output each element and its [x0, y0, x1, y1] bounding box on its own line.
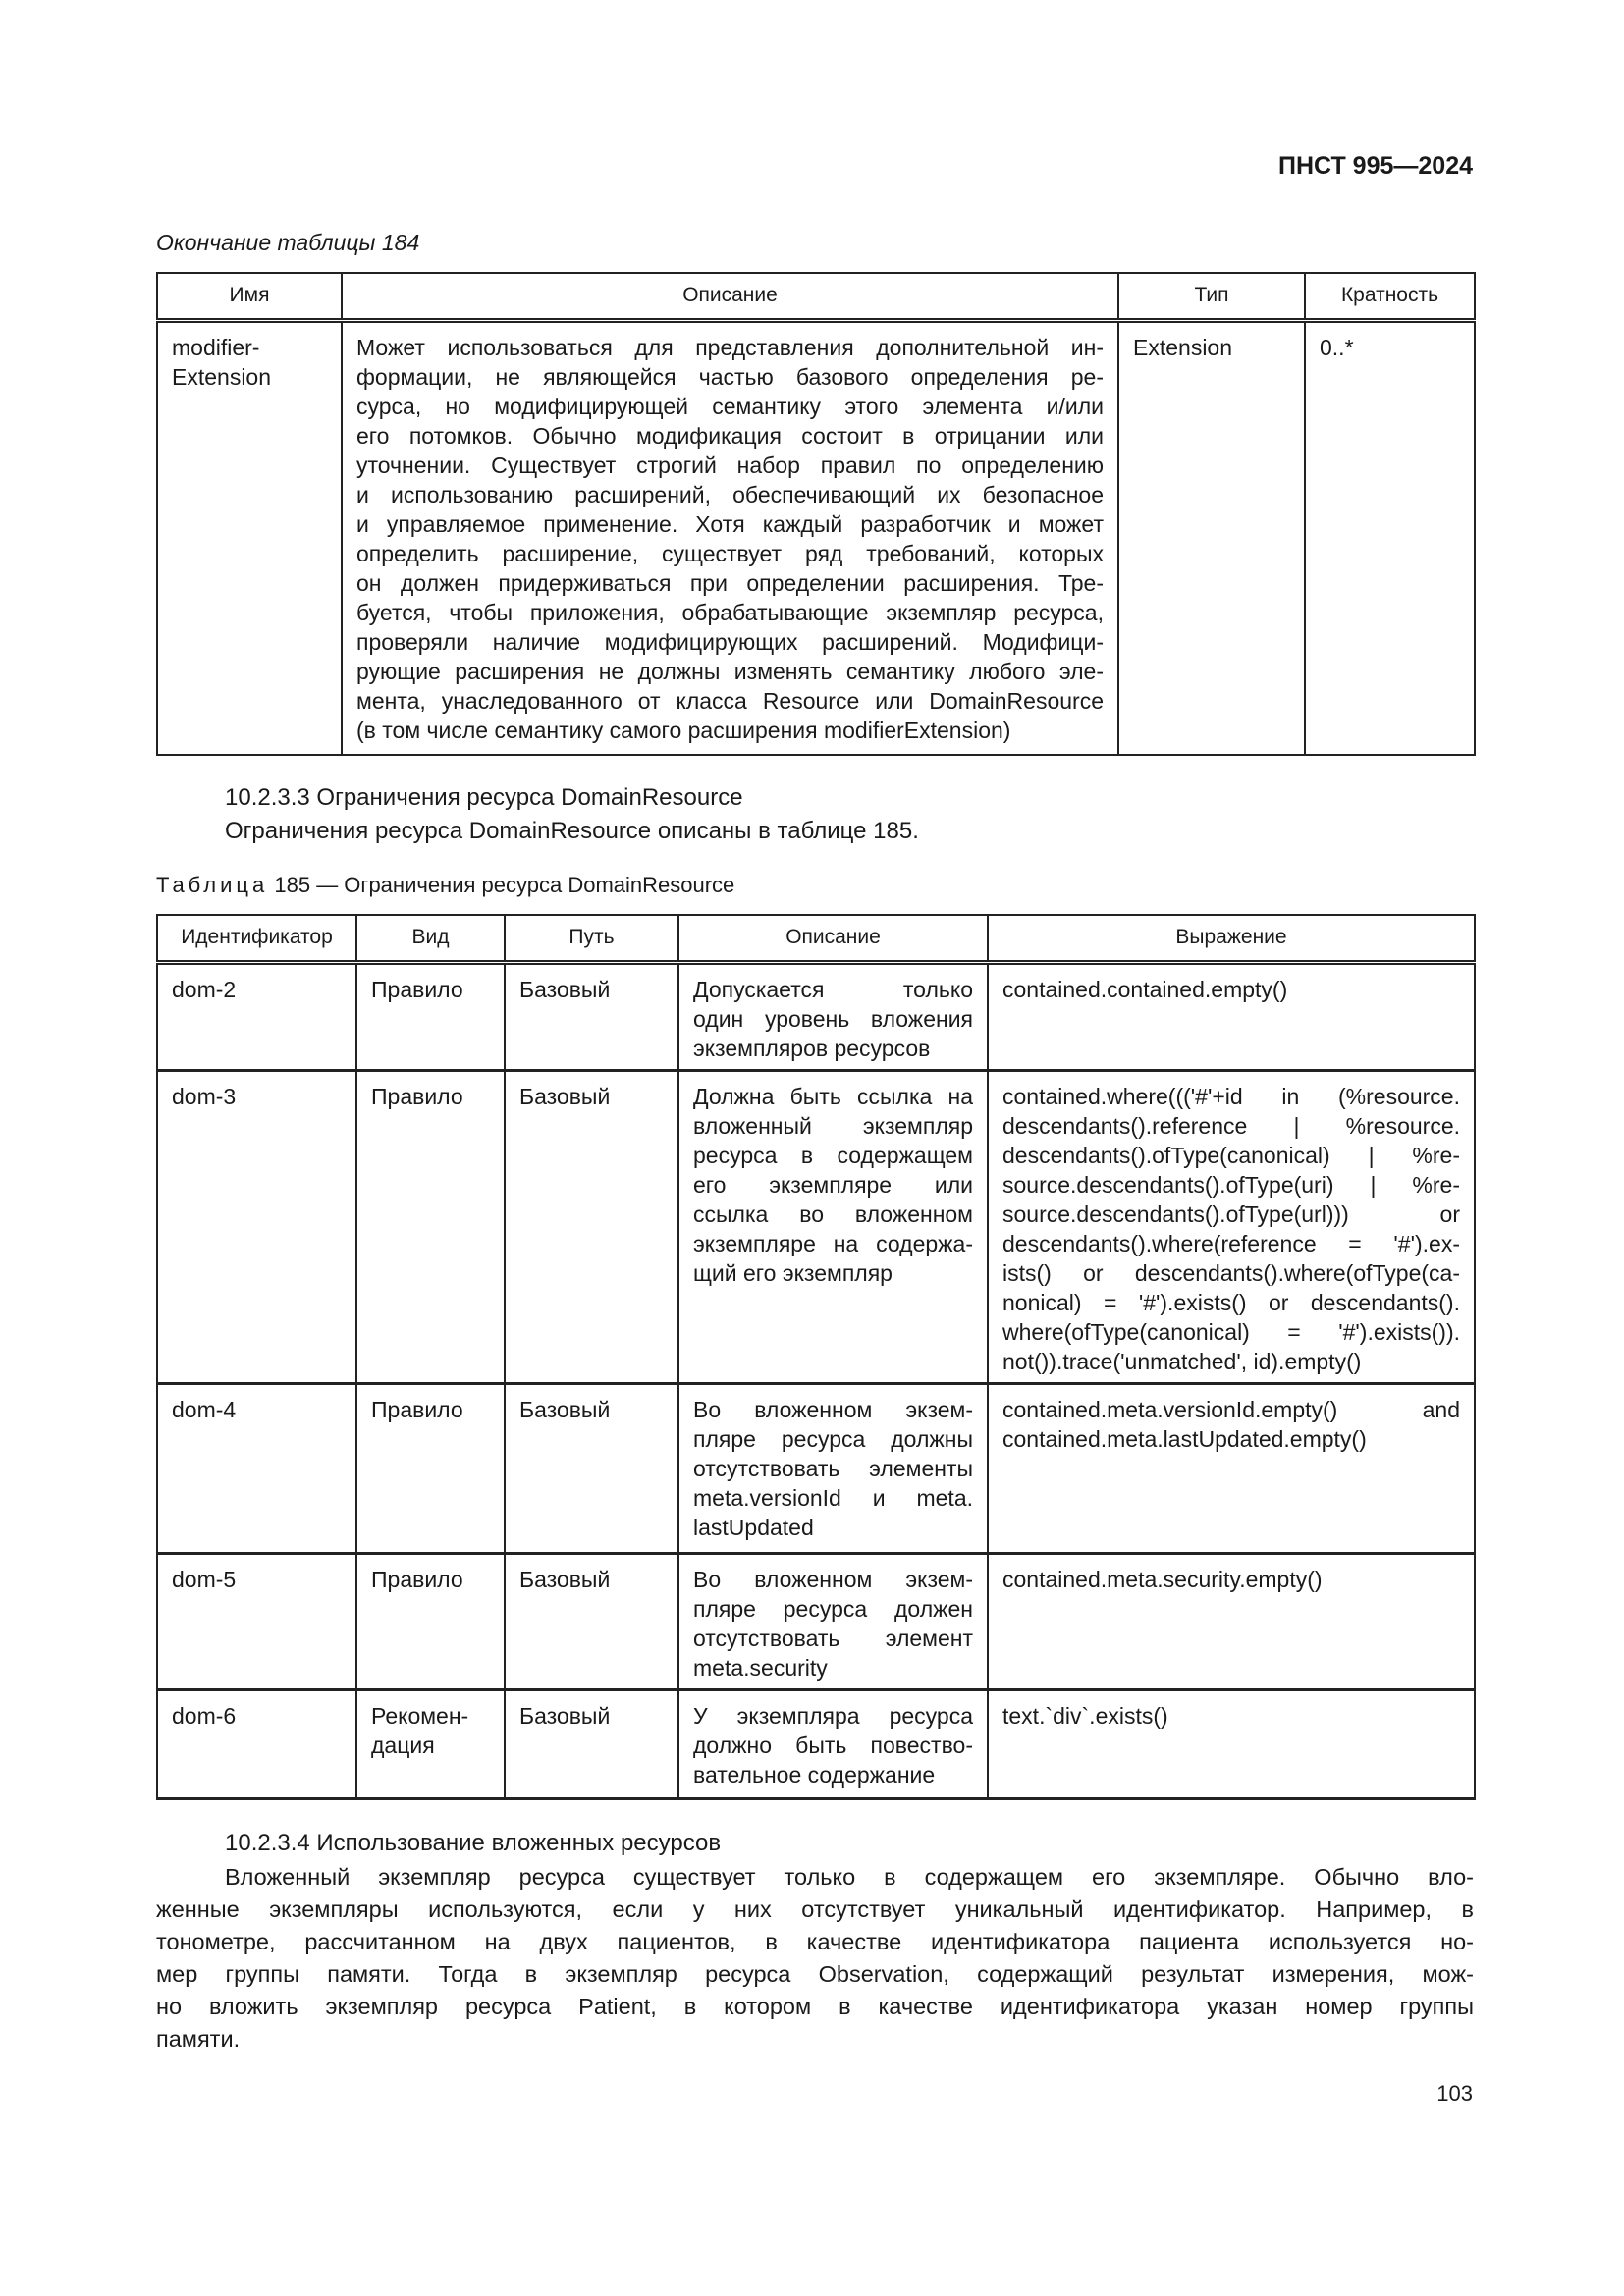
text-line: он должен придерживаться при определении расширения. Тре-	[356, 569, 1104, 596]
text-line: Базовый	[519, 1396, 611, 1422]
text-line: Базовый	[519, 1566, 611, 1592]
kind-cell	[356, 1383, 505, 1553]
section-heading: 10.2.3.3 Ограничения ресурса DomainResource	[225, 784, 743, 811]
column-header: Имя	[157, 273, 342, 320]
text-line: not()).trace('unmatched', id).empty()	[1002, 1348, 1362, 1374]
text-line: dom-4	[172, 1396, 237, 1422]
column-header: Идентификатор	[157, 915, 356, 962]
text-line: вательное содержание	[693, 1761, 936, 1788]
text-line: пляре ресурса должен	[693, 1595, 973, 1622]
description-cell	[678, 1383, 988, 1553]
table-caption-title: 185 — Ограничения ресурса DomainResource	[268, 873, 735, 897]
text-line: source.descendants().ofType(uri) | %re-	[1002, 1171, 1460, 1198]
text-line: У экземпляра ресурса	[693, 1702, 973, 1729]
table-row	[157, 1689, 1475, 1798]
text-line: 0..*	[1320, 334, 1354, 360]
column-header: Описание	[678, 915, 988, 962]
text-line: и управляемое применение. Хотя каждый разработчик и может	[356, 510, 1104, 537]
column-header: Кратность	[1305, 273, 1475, 320]
expression-cell	[988, 1689, 1475, 1798]
column-header: Выражение	[988, 915, 1475, 962]
text-line: щий его экземпляр	[693, 1259, 893, 1286]
path-cell	[505, 1383, 678, 1553]
table-row	[157, 1070, 1475, 1383]
column-header: Путь	[505, 915, 678, 962]
text-line: Базовый	[519, 976, 611, 1002]
text-line: мента, унаследованного от класса Resource или DomainResource	[356, 687, 1104, 714]
expression-cell	[988, 1383, 1475, 1553]
table-row	[157, 962, 1475, 1070]
text-line: Рекомен-	[371, 1702, 469, 1729]
text-line: должно быть повество-	[693, 1732, 973, 1758]
text-line: Правило	[371, 976, 463, 1002]
text-line: dom-2	[172, 976, 237, 1002]
text-line: но вложить экземпляр ресурса Patient, в котором в качестве идентификатора указан номер группы	[156, 1994, 1474, 2019]
text-line: modifier-	[172, 334, 260, 360]
path-cell	[505, 1070, 678, 1383]
text-line: Должна быть ссылка на	[693, 1083, 973, 1109]
text-line: сурса, но модифицирующей семантику этого элемента и/или	[356, 393, 1104, 419]
text-line: его потомков. Обычно модификация состоит в отрицании или	[356, 422, 1104, 449]
column-header: Вид	[356, 915, 505, 962]
id-cell	[157, 1553, 356, 1689]
text-line: contained.meta.security.empty()	[1002, 1566, 1323, 1592]
id-cell	[157, 1070, 356, 1383]
text-line: meta.security	[693, 1654, 828, 1681]
text-line: Правило	[371, 1083, 463, 1109]
kind-cell	[356, 1689, 505, 1798]
text-line: contained.where((('#'+id in (%resource.	[1002, 1083, 1460, 1109]
text-line: дация	[371, 1732, 435, 1758]
id-cell	[157, 962, 356, 1070]
text-line: descendants().reference | %resource.	[1002, 1112, 1460, 1139]
text-line: where(ofType(canonical) = '#').exists()).	[1002, 1318, 1460, 1345]
text-line: text.`div`.exists()	[1002, 1702, 1168, 1729]
text-line: формации, не являющейся частью базового определения ре-	[356, 363, 1104, 390]
id-cell	[157, 1689, 356, 1798]
text-line: Во вложенном экзем-	[693, 1396, 973, 1422]
table-header-row	[157, 273, 1475, 320]
text-line: пляре ресурса должны	[693, 1425, 973, 1452]
text-line: экземпляров ресурсов	[693, 1035, 931, 1061]
text-line: meta.versionId и meta.	[693, 1484, 973, 1511]
text-line: Базовый	[519, 1083, 611, 1109]
text-line: проверяли наличие модифицирующих расширений. Модифици-	[356, 628, 1104, 655]
kind-cell	[356, 962, 505, 1070]
text-line: contained.meta.lastUpdated.empty()	[1002, 1425, 1367, 1452]
text-line: отсутствовать элементы	[693, 1455, 973, 1481]
table-row	[157, 1383, 1475, 1553]
text-line: dom-6	[172, 1702, 237, 1729]
type-cell	[1118, 320, 1305, 755]
text-line: отсутствовать элемент	[693, 1625, 973, 1651]
expression-cell	[988, 1070, 1475, 1383]
text-line: мер группы памяти. Тогда в экземпляр ресурса Observation, содержащий результат измерения, мож-	[156, 1961, 1474, 1987]
text-line: Базовый	[519, 1702, 611, 1729]
text-line: экземпляре на содержа-	[693, 1230, 973, 1256]
id-cell	[157, 1383, 356, 1553]
table-184	[156, 272, 1476, 756]
text-line: contained.meta.versionId.empty() and	[1002, 1396, 1460, 1422]
text-line: женные экземпляры используются, если у них отсутствует уникальный идентификатор. Например, в	[156, 1896, 1474, 1922]
text-line: памяти.	[156, 2026, 241, 2052]
column-header: Тип	[1118, 273, 1305, 320]
text-line: source.descendants().ofType(url))) or	[1002, 1201, 1460, 1227]
text-line: и использованию расширений, обеспечивающий их безопасное	[356, 481, 1104, 507]
table-caption-prefix: Таблица	[156, 873, 269, 897]
expression-cell	[988, 962, 1475, 1070]
description-cell	[342, 320, 1118, 755]
text-line: Может использоваться для представления дополнительной ин-	[356, 334, 1104, 360]
column-header: Описание	[342, 273, 1118, 320]
text-line: ссылка во вложенном	[693, 1201, 973, 1227]
text-line: тонометре, рассчитанном на двух пациентов, в качестве идентификатора пациента используется но-	[156, 1929, 1474, 1954]
text-line: определить расширение, существует ряд требований, которых	[356, 540, 1104, 566]
table-185	[156, 914, 1476, 1800]
text-line: descendants().where(reference = '#').ex-	[1002, 1230, 1460, 1256]
table-caption	[156, 873, 734, 898]
text-line: один уровень вложения	[693, 1005, 973, 1032]
document-code: ПНСТ 995—2024	[1278, 152, 1473, 180]
text-line: dom-5	[172, 1566, 237, 1592]
cardinality-cell	[1305, 320, 1475, 755]
section-paragraph	[156, 1861, 1474, 2056]
description-cell	[678, 962, 988, 1070]
text-line: ресурса в содержащем	[693, 1142, 973, 1168]
table-header-row	[157, 915, 1475, 962]
text-line: Extension	[1133, 334, 1233, 360]
expression-cell	[988, 1553, 1475, 1689]
table-continuation-label: Окончание таблицы 184	[156, 230, 420, 255]
text-line: descendants().ofType(canonical) | %re-	[1002, 1142, 1460, 1168]
text-line: contained.contained.empty()	[1002, 976, 1288, 1002]
text-line: его экземпляре или	[693, 1171, 973, 1198]
description-cell	[678, 1689, 988, 1798]
text-line: nonical) = '#').exists() or descendants().	[1002, 1289, 1460, 1315]
text-line: Extension	[172, 363, 272, 390]
section-text: Ограничения ресурса DomainResource описаны в таблице 185.	[225, 818, 919, 844]
text-line: lastUpdated	[693, 1514, 814, 1540]
table-row	[157, 1553, 1475, 1689]
text-line: рующие расширения не должны изменять семантику любого эле-	[356, 658, 1104, 684]
description-cell	[678, 1553, 988, 1689]
kind-cell	[356, 1553, 505, 1689]
text-line: уточнении. Существует строгий набор правил по определению	[356, 452, 1104, 478]
path-cell	[505, 962, 678, 1070]
kind-cell	[356, 1070, 505, 1383]
section-heading: 10.2.3.4 Использование вложенных ресурсов	[225, 1830, 722, 1856]
text-line: Правило	[371, 1396, 463, 1422]
text-line: ists() or descendants().where(ofType(ca-	[1002, 1259, 1460, 1286]
path-cell	[505, 1689, 678, 1798]
table-row	[157, 320, 1475, 755]
text-line: вложенный экземпляр	[693, 1112, 973, 1139]
text-line: Допускается только	[693, 976, 973, 1002]
description-cell	[678, 1070, 988, 1383]
text-line: Во вложенном экзем-	[693, 1566, 973, 1592]
text-line: Вложенный экземпляр ресурса существует только в содержащем его экземпляре. Обычно вло-	[225, 1864, 1474, 1890]
page-number: 103	[1436, 2081, 1473, 2106]
text-line: буется, чтобы приложения, обрабатывающие экземпляр ресурса,	[356, 599, 1104, 625]
text-line: (в том числе семантику самого расширения modifierExtension)	[356, 717, 1011, 743]
text-line: dom-3	[172, 1083, 237, 1109]
text-line: Правило	[371, 1566, 463, 1592]
name-cell	[157, 320, 342, 755]
path-cell	[505, 1553, 678, 1689]
